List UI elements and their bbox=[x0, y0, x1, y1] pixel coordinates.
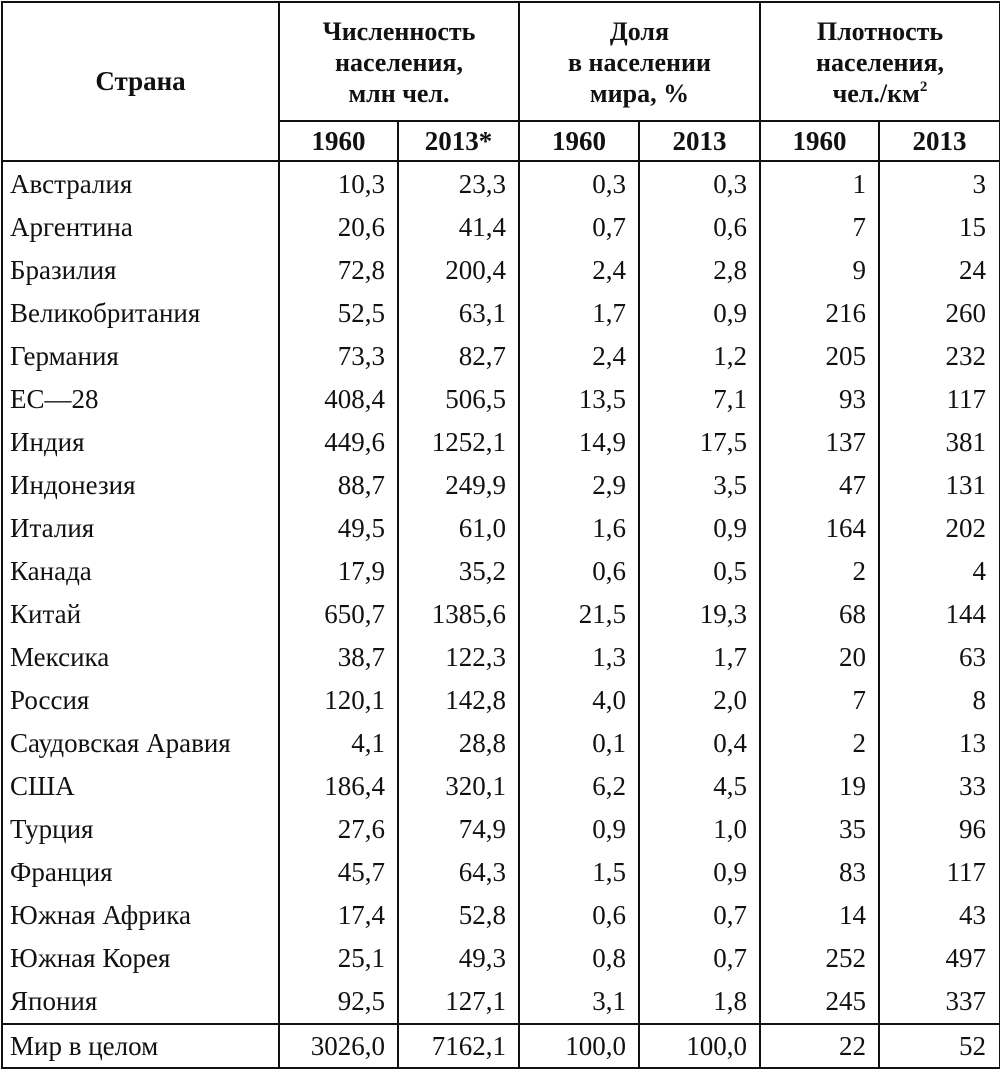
table-row bbox=[2, 679, 1000, 722]
table-body bbox=[2, 161, 1000, 1024]
table-cell: 117 bbox=[879, 851, 1000, 894]
table-cell: 92,5 bbox=[279, 980, 398, 1024]
table-cell: 17,9 bbox=[279, 550, 398, 593]
table-cell: 74,9 bbox=[398, 808, 519, 851]
table-cell: 0,9 bbox=[639, 851, 760, 894]
country-name: Аргентина bbox=[2, 206, 279, 249]
table-cell: 43 bbox=[879, 894, 1000, 937]
table-cell: 131 bbox=[879, 464, 1000, 507]
table-cell: 245 bbox=[760, 980, 879, 1024]
table-cell: 260 bbox=[879, 292, 1000, 335]
table-row bbox=[2, 808, 1000, 851]
table-cell: 45,7 bbox=[279, 851, 398, 894]
table-cell: 27,6 bbox=[279, 808, 398, 851]
table-cell: 7,1 bbox=[639, 378, 760, 421]
country-name: Япония bbox=[2, 980, 279, 1024]
table-cell: 216 bbox=[760, 292, 879, 335]
table-cell: 0,6 bbox=[639, 206, 760, 249]
world-share-group-header bbox=[519, 2, 760, 121]
table-cell: 93 bbox=[760, 378, 879, 421]
table-cell: 68 bbox=[760, 593, 879, 636]
table-cell: 497 bbox=[879, 937, 1000, 980]
header-line: населения, bbox=[334, 48, 464, 77]
year-header: 1960 bbox=[519, 121, 639, 161]
table-cell: 252 bbox=[760, 937, 879, 980]
table-row bbox=[2, 765, 1000, 808]
table-header bbox=[2, 2, 1000, 161]
table-row bbox=[2, 507, 1000, 550]
table-cell: 19 bbox=[760, 765, 879, 808]
table-cell: 249,9 bbox=[398, 464, 519, 507]
table-cell: 4,0 bbox=[519, 679, 639, 722]
table-cell: 7 bbox=[760, 679, 879, 722]
table-row bbox=[2, 378, 1000, 421]
table-cell: 35,2 bbox=[398, 550, 519, 593]
table-row bbox=[2, 161, 1000, 206]
table-cell: 142,8 bbox=[398, 679, 519, 722]
table-cell: 19,3 bbox=[639, 593, 760, 636]
table-cell: 61,0 bbox=[398, 507, 519, 550]
table-cell: 2,0 bbox=[639, 679, 760, 722]
table-cell: 0,5 bbox=[639, 550, 760, 593]
header-line bbox=[761, 78, 999, 109]
table-cell: 63 bbox=[879, 636, 1000, 679]
year-header: 1960 bbox=[760, 121, 879, 161]
table-cell: 73,3 bbox=[279, 335, 398, 378]
table-cell: 0,1 bbox=[519, 722, 639, 765]
table-cell: 1,0 bbox=[639, 808, 760, 851]
table-row bbox=[2, 292, 1000, 335]
table-cell: 0,9 bbox=[639, 507, 760, 550]
table-row bbox=[2, 335, 1000, 378]
year-header: 2013 bbox=[639, 121, 760, 161]
country-name: Франция bbox=[2, 851, 279, 894]
table-cell: 15 bbox=[879, 206, 1000, 249]
table-cell: 2,8 bbox=[639, 249, 760, 292]
table-cell: 14,9 bbox=[519, 421, 639, 464]
country-name: Саудовская Аравия bbox=[2, 722, 279, 765]
table-cell: 7162,1 bbox=[398, 1024, 519, 1068]
table-cell: 17,4 bbox=[279, 894, 398, 937]
table-cell: 23,3 bbox=[398, 161, 519, 206]
table-row bbox=[2, 636, 1000, 679]
table-cell: 3026,0 bbox=[279, 1024, 398, 1068]
table-cell: 1385,6 bbox=[398, 593, 519, 636]
table-cell: 1 bbox=[760, 161, 879, 206]
table-cell: 3,5 bbox=[639, 464, 760, 507]
total-label: Мир в целом bbox=[2, 1024, 279, 1068]
table-cell: 47 bbox=[760, 464, 879, 507]
table-cell: 0,6 bbox=[519, 894, 639, 937]
table-cell: 449,6 bbox=[279, 421, 398, 464]
population-table bbox=[1, 1, 1000, 1069]
table-cell: 3 bbox=[879, 161, 1000, 206]
table-cell: 24 bbox=[879, 249, 1000, 292]
country-name: США bbox=[2, 765, 279, 808]
country-name: Южная Корея bbox=[2, 937, 279, 980]
table-row bbox=[2, 937, 1000, 980]
table-cell: 13 bbox=[879, 722, 1000, 765]
table-cell: 9 bbox=[760, 249, 879, 292]
table-cell: 117 bbox=[879, 378, 1000, 421]
table-cell: 17,5 bbox=[639, 421, 760, 464]
table-cell: 137 bbox=[760, 421, 879, 464]
table-cell: 650,7 bbox=[279, 593, 398, 636]
header-line: в населении bbox=[568, 48, 711, 77]
table-cell: 200,4 bbox=[398, 249, 519, 292]
table-cell: 38,7 bbox=[279, 636, 398, 679]
table-cell: 1,7 bbox=[639, 636, 760, 679]
table-cell: 3,1 bbox=[519, 980, 639, 1024]
table-cell: 21,5 bbox=[519, 593, 639, 636]
table-cell: 381 bbox=[879, 421, 1000, 464]
country-name: Италия bbox=[2, 507, 279, 550]
country-name: Мексика bbox=[2, 636, 279, 679]
country-name: Бразилия bbox=[2, 249, 279, 292]
table-cell: 186,4 bbox=[279, 765, 398, 808]
country-name: Индонезия bbox=[2, 464, 279, 507]
table-cell: 52 bbox=[879, 1024, 1000, 1068]
table-cell: 1252,1 bbox=[398, 421, 519, 464]
table-cell: 4,1 bbox=[279, 722, 398, 765]
table-row bbox=[2, 593, 1000, 636]
table-cell: 1,3 bbox=[519, 636, 639, 679]
table-cell: 0,7 bbox=[519, 206, 639, 249]
country-name: Австралия bbox=[2, 161, 279, 206]
table-cell: 100,0 bbox=[519, 1024, 639, 1068]
table-row bbox=[2, 206, 1000, 249]
table-cell: 4,5 bbox=[639, 765, 760, 808]
table-cell: 0,7 bbox=[639, 937, 760, 980]
table-cell: 1,8 bbox=[639, 980, 760, 1024]
table-cell: 122,3 bbox=[398, 636, 519, 679]
header-line: Численность bbox=[322, 17, 476, 46]
table-cell: 0,4 bbox=[639, 722, 760, 765]
table-cell: 120,1 bbox=[279, 679, 398, 722]
header-line: Плотность bbox=[816, 17, 944, 46]
table-cell: 1,2 bbox=[639, 335, 760, 378]
table-cell: 1,5 bbox=[519, 851, 639, 894]
table-cell: 83 bbox=[760, 851, 879, 894]
table-cell: 2,4 bbox=[519, 335, 639, 378]
table-cell: 14 bbox=[760, 894, 879, 937]
table-cell: 2,9 bbox=[519, 464, 639, 507]
table-row bbox=[2, 550, 1000, 593]
header-line: Доля bbox=[609, 17, 670, 46]
table-cell: 8 bbox=[879, 679, 1000, 722]
table-cell: 20 bbox=[760, 636, 879, 679]
country-name: Канада bbox=[2, 550, 279, 593]
country-name: Индия bbox=[2, 421, 279, 464]
table-cell: 10,3 bbox=[279, 161, 398, 206]
country-name: ЕС—28 bbox=[2, 378, 279, 421]
table-cell: 22 bbox=[760, 1024, 879, 1068]
country-column-header: Страна bbox=[2, 2, 279, 161]
country-name: Южная Африка bbox=[2, 894, 279, 937]
table-cell: 20,6 bbox=[279, 206, 398, 249]
table-cell: 52,8 bbox=[398, 894, 519, 937]
density-group-header bbox=[760, 2, 1000, 121]
table-cell: 41,4 bbox=[398, 206, 519, 249]
country-name: Великобритания bbox=[2, 292, 279, 335]
table-cell: 0,9 bbox=[519, 808, 639, 851]
table-cell: 144 bbox=[879, 593, 1000, 636]
table-cell: 25,1 bbox=[279, 937, 398, 980]
table-row bbox=[2, 980, 1000, 1024]
table-cell: 202 bbox=[879, 507, 1000, 550]
table-cell: 49,5 bbox=[279, 507, 398, 550]
table-cell: 164 bbox=[760, 507, 879, 550]
total-row bbox=[2, 1024, 1000, 1068]
table-cell: 337 bbox=[879, 980, 1000, 1024]
year-header: 2013* bbox=[398, 121, 519, 161]
table-cell: 2 bbox=[760, 722, 879, 765]
table-row bbox=[2, 722, 1000, 765]
table-cell: 2 bbox=[760, 550, 879, 593]
table-cell: 0,7 bbox=[639, 894, 760, 937]
table-cell: 320,1 bbox=[398, 765, 519, 808]
table-cell: 64,3 bbox=[398, 851, 519, 894]
table-cell: 1,6 bbox=[519, 507, 639, 550]
table-cell: 33 bbox=[879, 765, 1000, 808]
population-group-header bbox=[279, 2, 519, 121]
table-cell: 49,3 bbox=[398, 937, 519, 980]
country-name: Китай bbox=[2, 593, 279, 636]
table-cell: 52,5 bbox=[279, 292, 398, 335]
table-cell: 7 bbox=[760, 206, 879, 249]
country-name: Турция bbox=[2, 808, 279, 851]
table-cell: 63,1 bbox=[398, 292, 519, 335]
table-cell: 408,4 bbox=[279, 378, 398, 421]
table-cell: 232 bbox=[879, 335, 1000, 378]
table-cell: 28,8 bbox=[398, 722, 519, 765]
country-name: Россия bbox=[2, 679, 279, 722]
table-row bbox=[2, 894, 1000, 937]
table-cell: 2,4 bbox=[519, 249, 639, 292]
table-cell: 0,9 bbox=[639, 292, 760, 335]
table-cell: 0,6 bbox=[519, 550, 639, 593]
table-cell: 127,1 bbox=[398, 980, 519, 1024]
table-cell: 88,7 bbox=[279, 464, 398, 507]
table-cell: 6,2 bbox=[519, 765, 639, 808]
table-cell: 1,7 bbox=[519, 292, 639, 335]
header-line: населения, bbox=[815, 48, 945, 77]
table-cell: 0,8 bbox=[519, 937, 639, 980]
table-cell: 35 bbox=[760, 808, 879, 851]
table-cell: 205 bbox=[760, 335, 879, 378]
table-cell: 4 bbox=[879, 550, 1000, 593]
country-name: Германия bbox=[2, 335, 279, 378]
table-row bbox=[2, 249, 1000, 292]
table-cell: 96 bbox=[879, 808, 1000, 851]
table-row bbox=[2, 851, 1000, 894]
table-cell: 506,5 bbox=[398, 378, 519, 421]
table-cell: 100,0 bbox=[639, 1024, 760, 1068]
superscript: 2 bbox=[919, 78, 928, 95]
table-cell: 0,3 bbox=[639, 161, 760, 206]
header-line: мира, % bbox=[589, 79, 690, 108]
table-row bbox=[2, 464, 1000, 507]
year-header: 1960 bbox=[279, 121, 398, 161]
table-cell: 0,3 bbox=[519, 161, 639, 206]
year-header: 2013 bbox=[879, 121, 1000, 161]
header-line-text: чел./км bbox=[832, 79, 920, 108]
header-line: млн чел. bbox=[348, 79, 450, 108]
table-footer bbox=[2, 1024, 1000, 1068]
table-cell: 72,8 bbox=[279, 249, 398, 292]
table-cell: 13,5 bbox=[519, 378, 639, 421]
table-cell: 82,7 bbox=[398, 335, 519, 378]
table-row bbox=[2, 421, 1000, 464]
